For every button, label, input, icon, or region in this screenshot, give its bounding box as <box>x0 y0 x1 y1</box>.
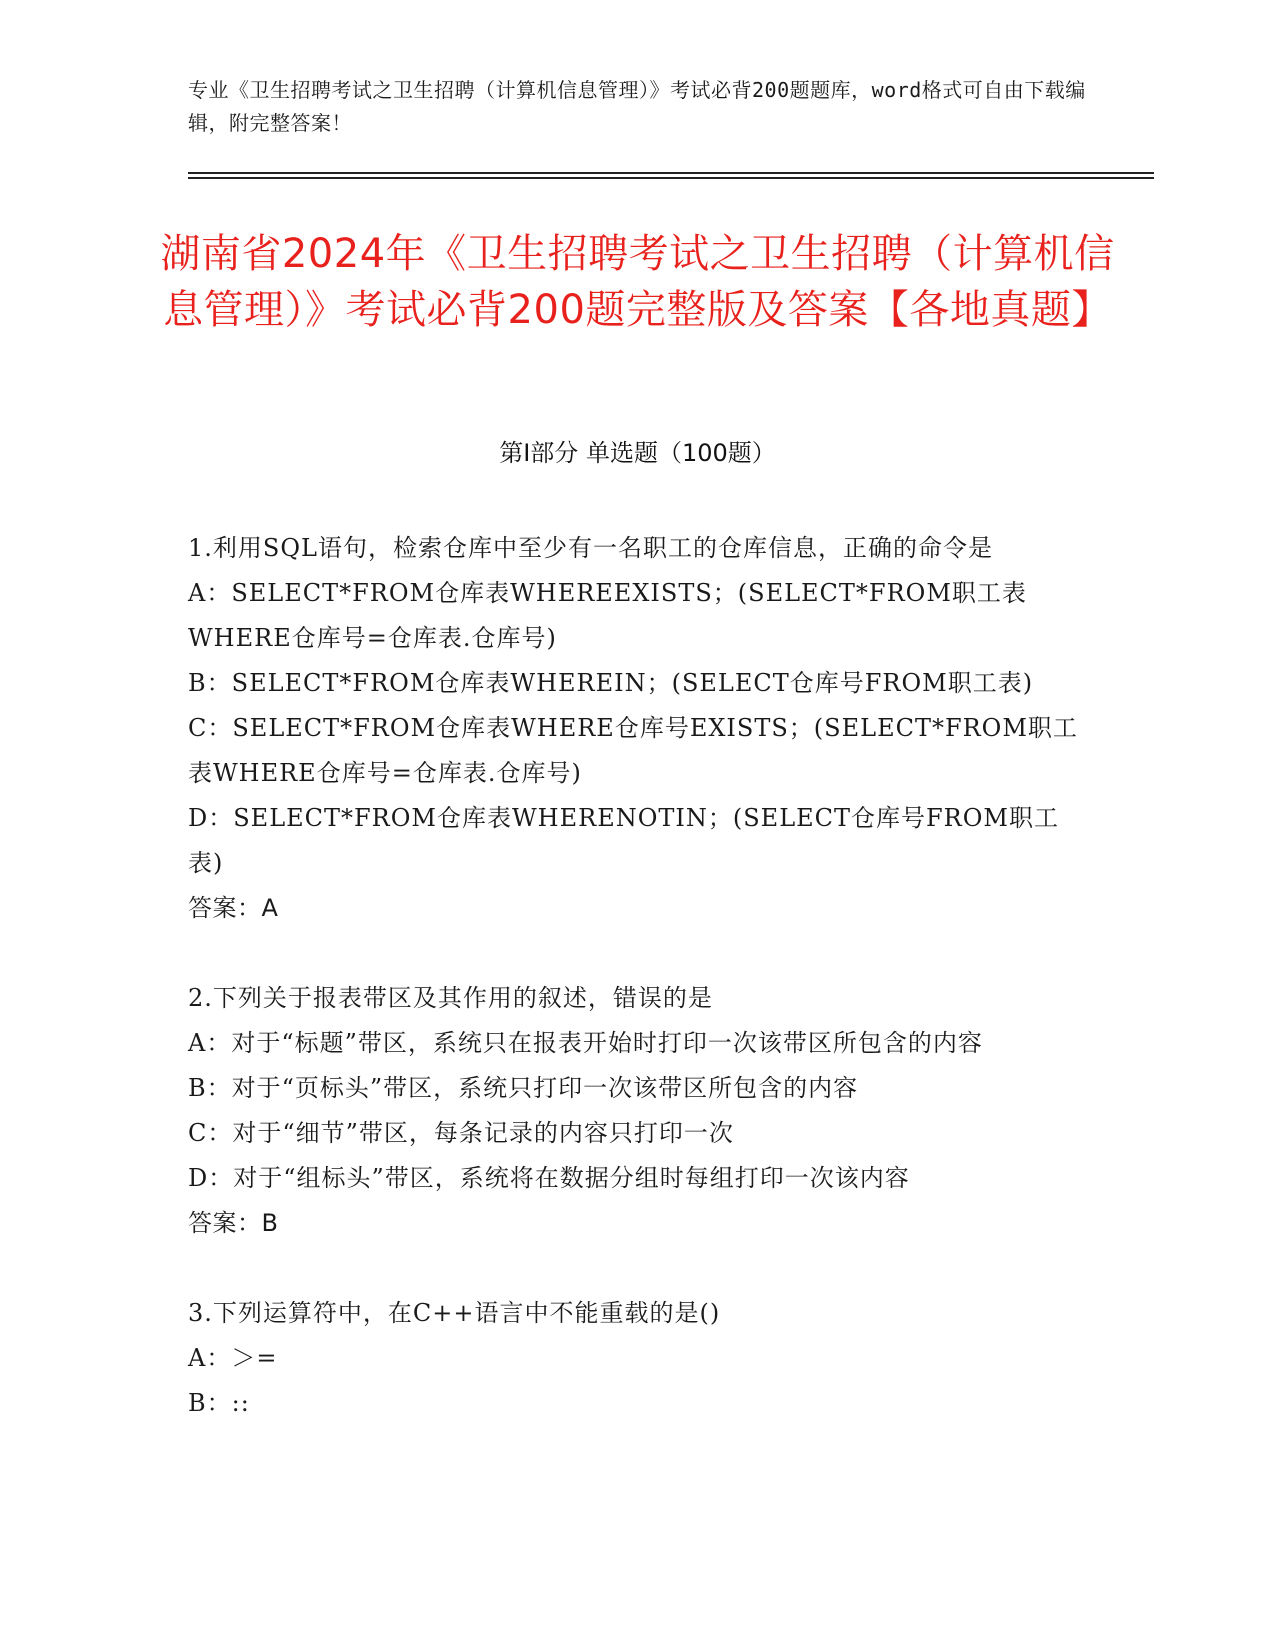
question-1 <box>188 526 1078 931</box>
question-3 <box>188 1291 1078 1426</box>
section-title: 第Ⅰ部分 单选题（100题） <box>499 439 776 467</box>
question-stem: 2.下列关于报表带区及其作用的叙述，错误的是 <box>188 984 713 1012</box>
document-title: 湖南省2024年《卫生招聘考试之卫生招聘（计算机信息管理）》考试必背200题完整版及答案【各地真题】 <box>160 231 1115 333</box>
option-b: B：:: <box>188 1389 250 1417</box>
question-stem: 3.下列运算符中，在C++语言中不能重载的是() <box>188 1299 721 1327</box>
question-2 <box>188 976 1078 1246</box>
header-divider-bottom <box>188 177 1154 179</box>
option-a: A：对于“标题”带区，系统只在报表开始时打印一次该带区所包含的内容 <box>188 1029 983 1057</box>
question-list <box>188 526 1078 1471</box>
option-b: B：对于“页标头”带区，系统只打印一次该带区所包含的内容 <box>188 1074 859 1102</box>
question-stem: 1.利用SQL语句，检索仓库中至少有一名职工的仓库信息，正确的命令是 <box>188 534 993 562</box>
option-d: D：SELECT*FROM仓库表WHERENOTIN；(SELECT仓库号FROM职工表) <box>188 804 1059 877</box>
option-b: B：SELECT*FROM仓库表WHEREIN；(SELECT仓库号FROM职工表) <box>188 669 1034 697</box>
option-d: D：对于“组标头”带区，系统将在数据分组时每组打印一次该内容 <box>188 1164 910 1192</box>
answer: 答案：A <box>188 894 279 922</box>
option-c: C：SELECT*FROM仓库表WHERE仓库号EXISTS；(SELECT*FROM职工表WHERE仓库号=仓库表.仓库号) <box>188 714 1078 787</box>
header-divider-top <box>188 172 1154 174</box>
answer: 答案：B <box>188 1209 279 1237</box>
header-note: 专业《卫生招聘考试之卫生招聘（计算机信息管理）》考试必背200题题库，word格式可自由下载编辑，附完整答案！ <box>188 78 1086 135</box>
option-a: A：SELECT*FROM仓库表WHEREEXISTS；(SELECT*FROM职工表WHERE仓库号=仓库表.仓库号) <box>188 579 1027 652</box>
option-c: C：对于“细节”带区，每条记录的内容只打印一次 <box>188 1119 734 1147</box>
option-a: A：＞= <box>188 1344 278 1372</box>
